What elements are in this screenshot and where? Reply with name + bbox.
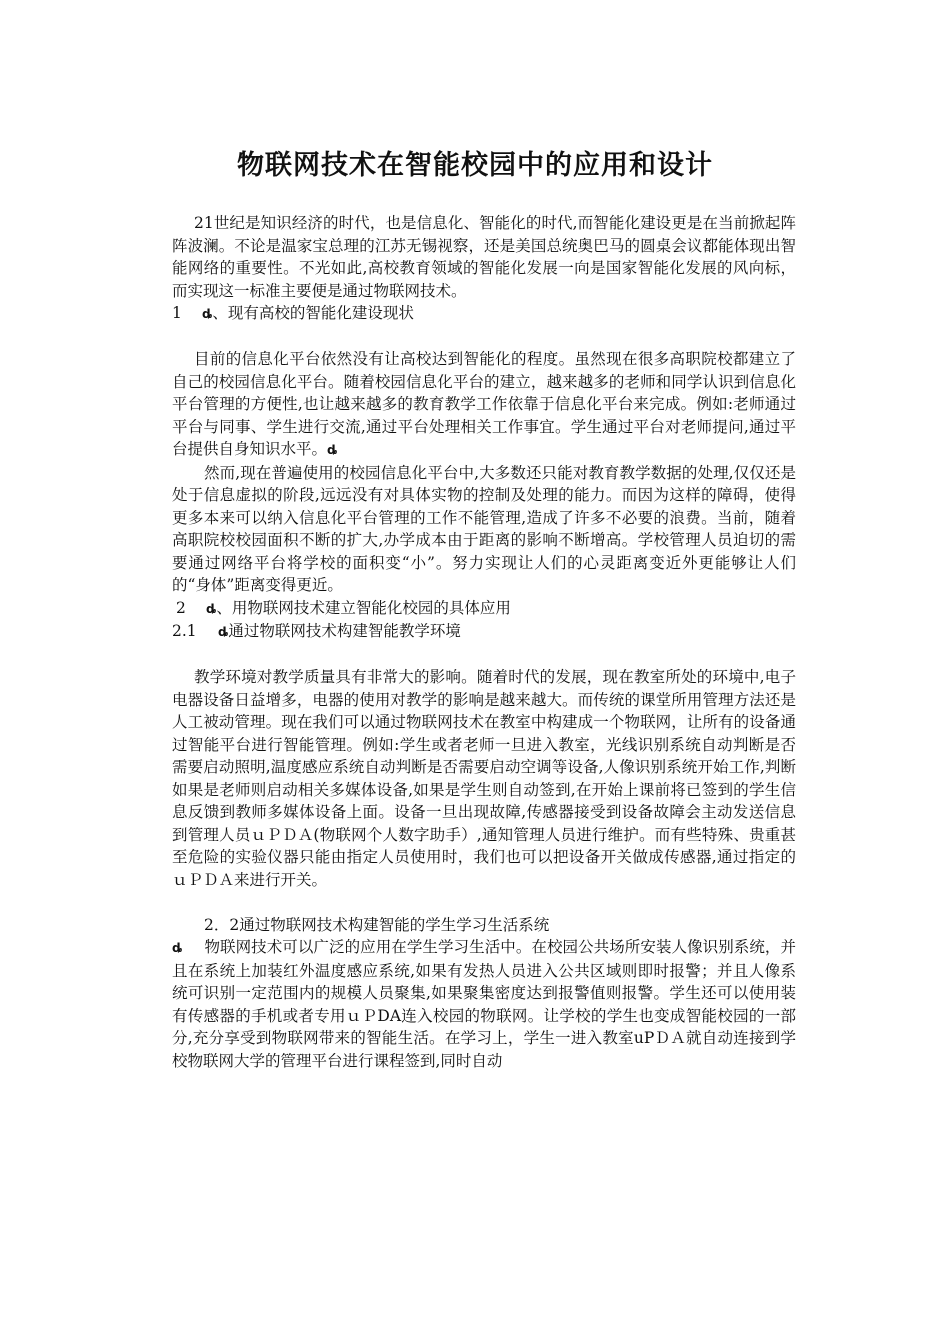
intro-paragraph: 21世纪是知识经济的时代，也是信息化、智能化的时代,而智能化建设更是在当前掀起阵阵波澜。不论是温家宝总理的江苏无锡视察，还是美国总统奥巴马的圆桌会议都能体现出智能网络的重要性。不光如此,高校教育领域的智能化发展一向是国家智能化发展的风向标，而实现这一标准主要便是通过物联网技术。	[172, 214, 796, 300]
bullet-mark-icon: ȡ	[327, 443, 338, 457]
section-2-2-heading: 2．2通过物联网技术构建智能的学生学习生活系统	[204, 915, 550, 934]
section-1-title: 、现有高校的智能化建设现状	[212, 304, 414, 322]
section-1-paragraph-2: 然而,现在普遍使用的校园信息化平台中,大多数还只能对教育教学数据的处理,仅仅还是处于信息虚拟的阶段,远远没有对具体实物的控制及处理的能力。而因为这样的障碍，使得更多本来可以纳入信息化平台管理的工作不能管理,造成了许多不必要的浪费。当前，随着高职院校校园面积不断的扩大,办学成本由于距离的影响不断增高。学校管理人员迫切的需要通过网络平台将学校的面积变“小”。努力实现让人们的心灵距离变近外更能够让人们的“身体”距离变得更近。	[172, 463, 796, 594]
document-body	[172, 212, 796, 1072]
section-2-title: 、用物联网技术建立智能化校园的具体应用	[216, 598, 511, 617]
bullet-mark-icon: ȡ	[172, 941, 183, 955]
spacer	[172, 326, 796, 349]
section-1-paragraph-1	[172, 348, 796, 462]
section-1-paragraph-1-text: 目前的信息化平台依然没有让高校达到智能化的程度。虽然现在很多高职院校都建立了自己的校园信息化平台。随着校园信息化平台的建立，越来越多的老师和同学认识到信息化平台管理的方便性,也让越来越多的教育教学工作依靠于信息化平台来完成。例如:老师通过平台与同事、学生进行交流,通过平台处理相关工作事宜。学生通过平台对老师提问,通过平台提供自身知识水平。	[172, 350, 796, 458]
document-title: 物联网技术在智能校园中的应用和设计	[237, 150, 713, 181]
bullet-mark-icon: ȡ	[206, 601, 217, 616]
section-2-number: 2	[176, 598, 186, 617]
section-1-heading	[172, 302, 796, 326]
section-2-1-title: 通过物联网技术构建智能教学环境	[228, 622, 461, 640]
section-2-1-number: 2.1	[172, 622, 197, 640]
section-1-number: 1	[172, 304, 182, 322]
spacer	[172, 891, 796, 914]
section-2-heading	[172, 597, 796, 621]
spacer	[172, 644, 796, 667]
section-2-2-paragraph	[172, 936, 796, 1072]
section-2-1-paragraph: 教学环境对教学质量具有非常大的影响。随着时代的发展，现在教室所处的环境中,电子电器设备日益增多，电器的使用对教学的影响是越来越大。而传统的课堂所用管理方法还是人工被动管理。现在我们可以通过物联网技术在教室中构建成一个物联网，让所有的设备通过智能平台进行智能管理。例如:学生或者老师一旦进入教室，光线识别系统自动判断是否需要启动照明,温度感应系统自动判断是否需要启动空调等设备,人像识别系统开始工作,判断如果是老师则启动相关多媒体设备,如果是学生则自动签到,在开始上课前将已签到的学生信息反馈到教师多媒体设备上面。设备一旦出现故障,传感器接受到设备故障会主动发送信息到管理人员ｕＰＤＡ(物联网个人数字助手）,通知管理人员进行维护。而有些特殊、贵重甚至危险的实验仪器只能由指定人员使用时，我们也可以把设备开关做成传感器,通过指定的ｕＰＤＡ来进行开关。	[172, 668, 796, 889]
bullet-mark-icon: ȡ	[218, 625, 229, 639]
section-2-2-paragraph-text: 物联网技术可以广泛的应用在学生学习生活中。在校园公共场所安装人像识别系统，并且在系统上加装红外温度感应系统,如果有发热人员进入公共区域则即时报警；并且人像系统可识别一定范围内的规模人员聚集,如果聚集密度达到报警值则报警。学生还可以使用装有传感器的手机或者专用ｕＰDA连入校园的物联网。让学校的学生也变成智能校园的一部分,充分享受到物联网带来的智能生活。在学习上，学生一进入教室uPＤＡ就自动连接到学校物联网大学的管理平台进行课程签到,同时自动	[172, 938, 796, 1070]
section-2-1-heading	[172, 620, 796, 644]
bullet-mark-icon: ȡ	[202, 307, 213, 321]
